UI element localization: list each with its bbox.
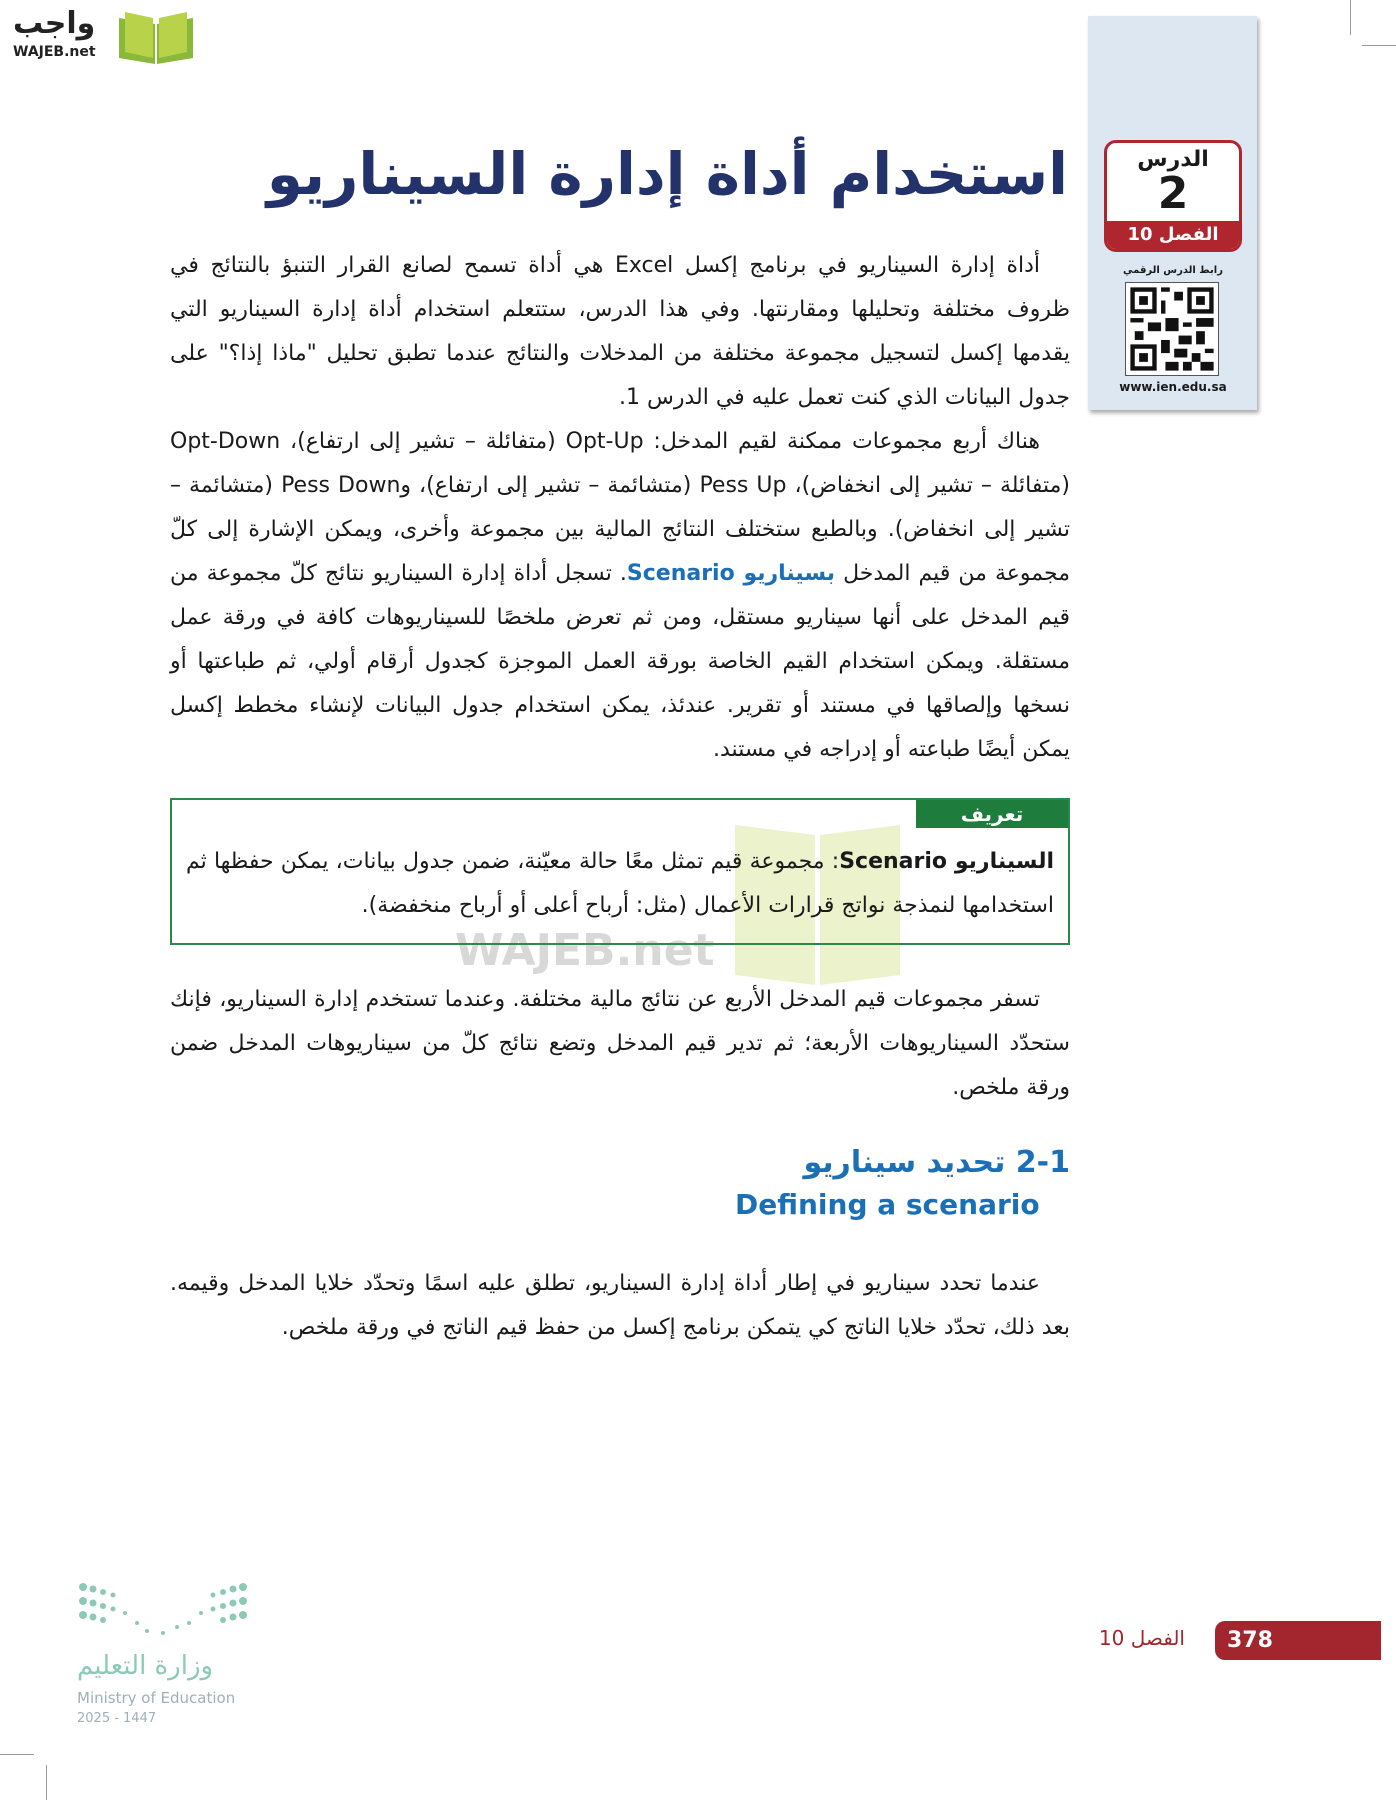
crop-mark xyxy=(1362,45,1396,46)
input-sets-paragraph xyxy=(170,420,1070,772)
logo-text-ar: واجب xyxy=(13,6,96,41)
qr-code-icon[interactable] xyxy=(1125,282,1219,376)
paragraph-text: . تسجل أداة إدارة السيناريو نتائج كلّ مجموعة من قيم المدخل على أنها سيناريو مستقل، ومن ثم تعرض ملخصًا للسيناريوهات كافة في ورقة عمل مستقلة. ويمكن استخدام القيم الخاصة بورقة العمل الموجزة كجدول أرقام أولي، ثم طباعتها أو نسخها وإلصاقها في مستند أو تقرير. عندئذ، يمكن استخدام جدول البيانات لإنشاء مخطط إكسل يمكن أيضًا طباعته أو إدراجه في مستند. xyxy=(170,561,1070,762)
ministry-year: 2025 - 1447 xyxy=(77,1711,157,1726)
crop-mark xyxy=(46,1765,47,1800)
footer-chapter: الفصل 10 xyxy=(1098,1626,1185,1650)
summary-paragraph xyxy=(170,978,1070,1110)
paragraph-text: هناك أربع مجموعات ممكنة لقيم المدخل: Opt-Up (متفائلة – تشير إلى ارتفاع)، Opt-Down (متفائلة – تشير إلى انخفاض)، Pess Up (متشائمة – تشير إلى ارتفاع)، وPess Down (متشائمة – تشير إلى انخفاض). وبالطبع ستختلف النتائج المالية بين مجموعة وأخرى، ويمكن الإشارة إلى كلّ مجموعة من قيم المدخل xyxy=(170,429,1070,586)
ministry-name-ar: وزارة التعليم xyxy=(77,1651,214,1681)
page-number-bar xyxy=(1215,1621,1381,1660)
paragraph-text: عندما تحدد سيناريو في إطار أداة إدارة السيناريو، تطلق عليه اسمًا وتحدّد خلايا المدخل وقيمه. بعد ذلك، تحدّد خلايا الناتج كي يتمكن برنامج إكسل من حفظ قيم الناتج في ورقة ملخص. xyxy=(170,1271,1070,1340)
book-icon xyxy=(117,8,195,66)
ministry-name-en: Ministry of Education xyxy=(77,1689,236,1707)
intro-paragraph xyxy=(170,244,1070,420)
definition-term: السيناريو Scenario xyxy=(839,849,1054,874)
crop-mark xyxy=(1350,0,1351,35)
ministry-dots-icon xyxy=(77,1581,252,1641)
define-scenario-paragraph xyxy=(170,1262,1070,1350)
lesson-number: 2 xyxy=(1157,168,1189,219)
definition-tab: تعريف xyxy=(916,800,1068,828)
definition-text xyxy=(186,840,1054,928)
page-number: 378 xyxy=(1227,1628,1273,1653)
qr-label: رابط الدرس الرقمي xyxy=(1123,265,1223,276)
lesson-label: الدرس xyxy=(1137,147,1209,172)
logo-text-en: WAJEB.net xyxy=(13,44,96,60)
page-title: استخدام أداة إدارة السيناريو xyxy=(266,140,1068,208)
paragraph-text: تسفر مجموعات قيم المدخل الأربع عن نتائج مالية مختلفة. وعندما تستخدم إدارة السيناريو، فإنك ستحدّد السيناريوهات الأربعة؛ ثم تدير قيم المدخل وتضع نتائج كلّ من سيناريوهات المدخل ضمن ورقة ملخص. xyxy=(170,987,1070,1100)
lesson-badge xyxy=(1104,140,1242,252)
intro-text: أداة إدارة السيناريو في برنامج إكسل Excel هي أداة تسمح لصانع القرار التنبؤ بالنتائج في ظروف مختلفة وتحليلها ومقارنتها. وفي هذا الدرس، ستتعلم استخدام أداة إدارة السيناريو التي يقدمها إكسل لتسجيل مجموعة مختلفة من المدخلات والنتائج عندما تطبق تحليل "ماذا إذا؟" على جدول البيانات الذي كنت تعمل عليه في الدرس 1. xyxy=(170,253,1070,410)
definition-box xyxy=(170,798,1070,945)
section-heading-en: Defining a scenario xyxy=(735,1188,1040,1221)
scenario-term: بسيناريو Scenario xyxy=(626,561,836,586)
wajeb-logo xyxy=(9,6,194,66)
section-heading-ar: 2-1 تحديد سيناريو xyxy=(803,1145,1070,1180)
crop-mark xyxy=(0,1754,34,1755)
website-url[interactable]: www.ien.edu.sa xyxy=(1119,380,1227,394)
definition-body: : مجموعة قيم تمثل معًا حالة معيّنة، ضمن جدول بيانات، يمكن حفظها ثم استخدامها لنمذجة نواتج قرارات الأعمال (مثل: أرباح أعلى أو أرباح منخفضة). xyxy=(186,849,1054,918)
svg-text:WAJEB.net: WAJEB.net xyxy=(455,925,715,976)
ministry-logo xyxy=(77,1581,252,1731)
chapter-label: الفصل 10 xyxy=(1107,221,1239,249)
